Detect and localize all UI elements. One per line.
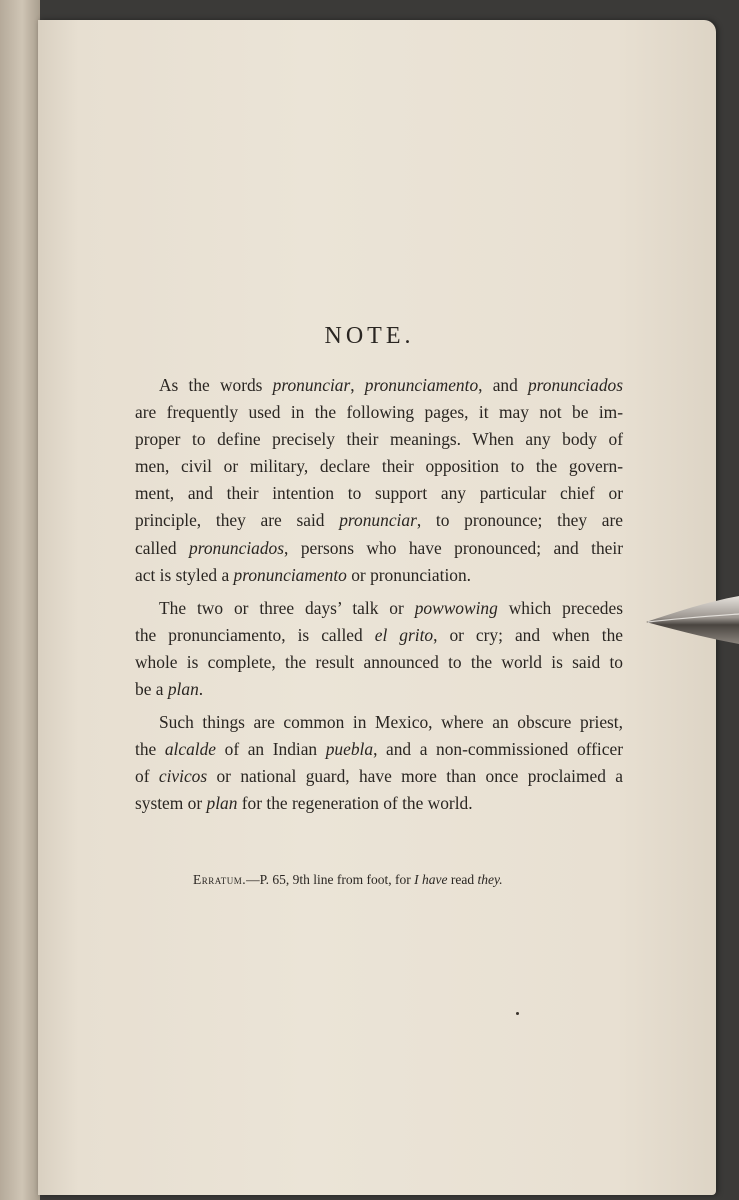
text-line [135,649,623,676]
text-run: . [198,679,204,700]
text-run: or national guard, have more than once proclaimed a [207,766,623,787]
text-line [135,763,623,790]
text-line [135,622,623,649]
paper-speck [516,1012,519,1015]
erratum-text-2: read [447,872,478,887]
italic-term: alcalde [164,739,217,760]
note-text [135,372,623,818]
text-run: the [135,739,165,760]
text-run: The two or three days’ talk or [159,597,415,618]
text-run: Such things are common in Mexico, where an obscure priest, [159,712,623,733]
italic-term: plan [206,793,238,814]
erratum-italic-2: they. [477,872,503,887]
text-line [135,507,623,534]
text-line [135,736,623,763]
text-line [135,676,623,703]
text-line [135,562,623,589]
text-run: , and a non-commissioned officer [373,739,623,760]
facing-page-edge [0,0,40,1200]
erratum-label: Erratum. [193,872,247,887]
text-run: act is styled a [135,564,234,585]
text-run: or pronunciation. [346,564,472,585]
italic-term: plan [167,679,199,700]
text-run: ment, and their intention to support any particular chief or [135,483,623,504]
text-run: the pronunciamento, is called [135,624,375,645]
text-run: men, civil or military, declare their opposition to the govern- [135,456,623,477]
text-run: be a [135,679,168,700]
page-heading: NOTE. [324,323,415,349]
text-run: are frequently used in the following pages, it may not be im- [135,402,623,423]
italic-term: pronunciar [339,510,417,531]
text-line [135,399,623,426]
text-run: of an Indian [216,739,326,760]
italic-term: pronunciados [527,375,623,395]
erratum-text-1: —P. 65, 9th line from foot, for [246,872,415,887]
text-line [135,595,623,622]
erratum-note [193,872,503,888]
text-run: , to pronounce; they are [416,510,623,531]
italic-term: pronunciados [189,537,285,558]
erratum-italic-1: I have [414,872,448,887]
text-line [135,453,623,480]
text-line [135,372,623,399]
text-run: whole is complete, the result announced to the world is said to [135,651,623,672]
text-run: proper to define precisely their meanings. When any body of [135,429,623,450]
text-line [135,426,623,453]
text-run: , [350,375,365,395]
text-line [135,790,623,817]
italic-term: powwowing [414,597,498,618]
text-run: , persons who have pronounced; and their [284,537,624,558]
text-run: which precedes [497,597,623,618]
metal-pointer [646,594,739,646]
text-run: principle, they are said [135,510,340,531]
italic-term: pronunciar [272,375,351,395]
text-run: called [135,537,189,558]
italic-term: el grito [374,624,434,645]
italic-term: pronunciamento [233,564,347,585]
text-run: of [135,766,159,787]
text-run: , and [478,375,528,395]
text-run: As the words [159,375,273,395]
text-run: system or [135,793,207,814]
italic-term: civicos [158,766,208,787]
text-run: for the regeneration of the world. [237,793,473,814]
text-line [135,709,623,736]
italic-term: pronunciamento [364,375,479,395]
text-line [135,480,623,507]
text-run: , or cry; and when the [433,624,623,645]
italic-term: puebla [325,739,374,760]
text-line [135,535,623,562]
